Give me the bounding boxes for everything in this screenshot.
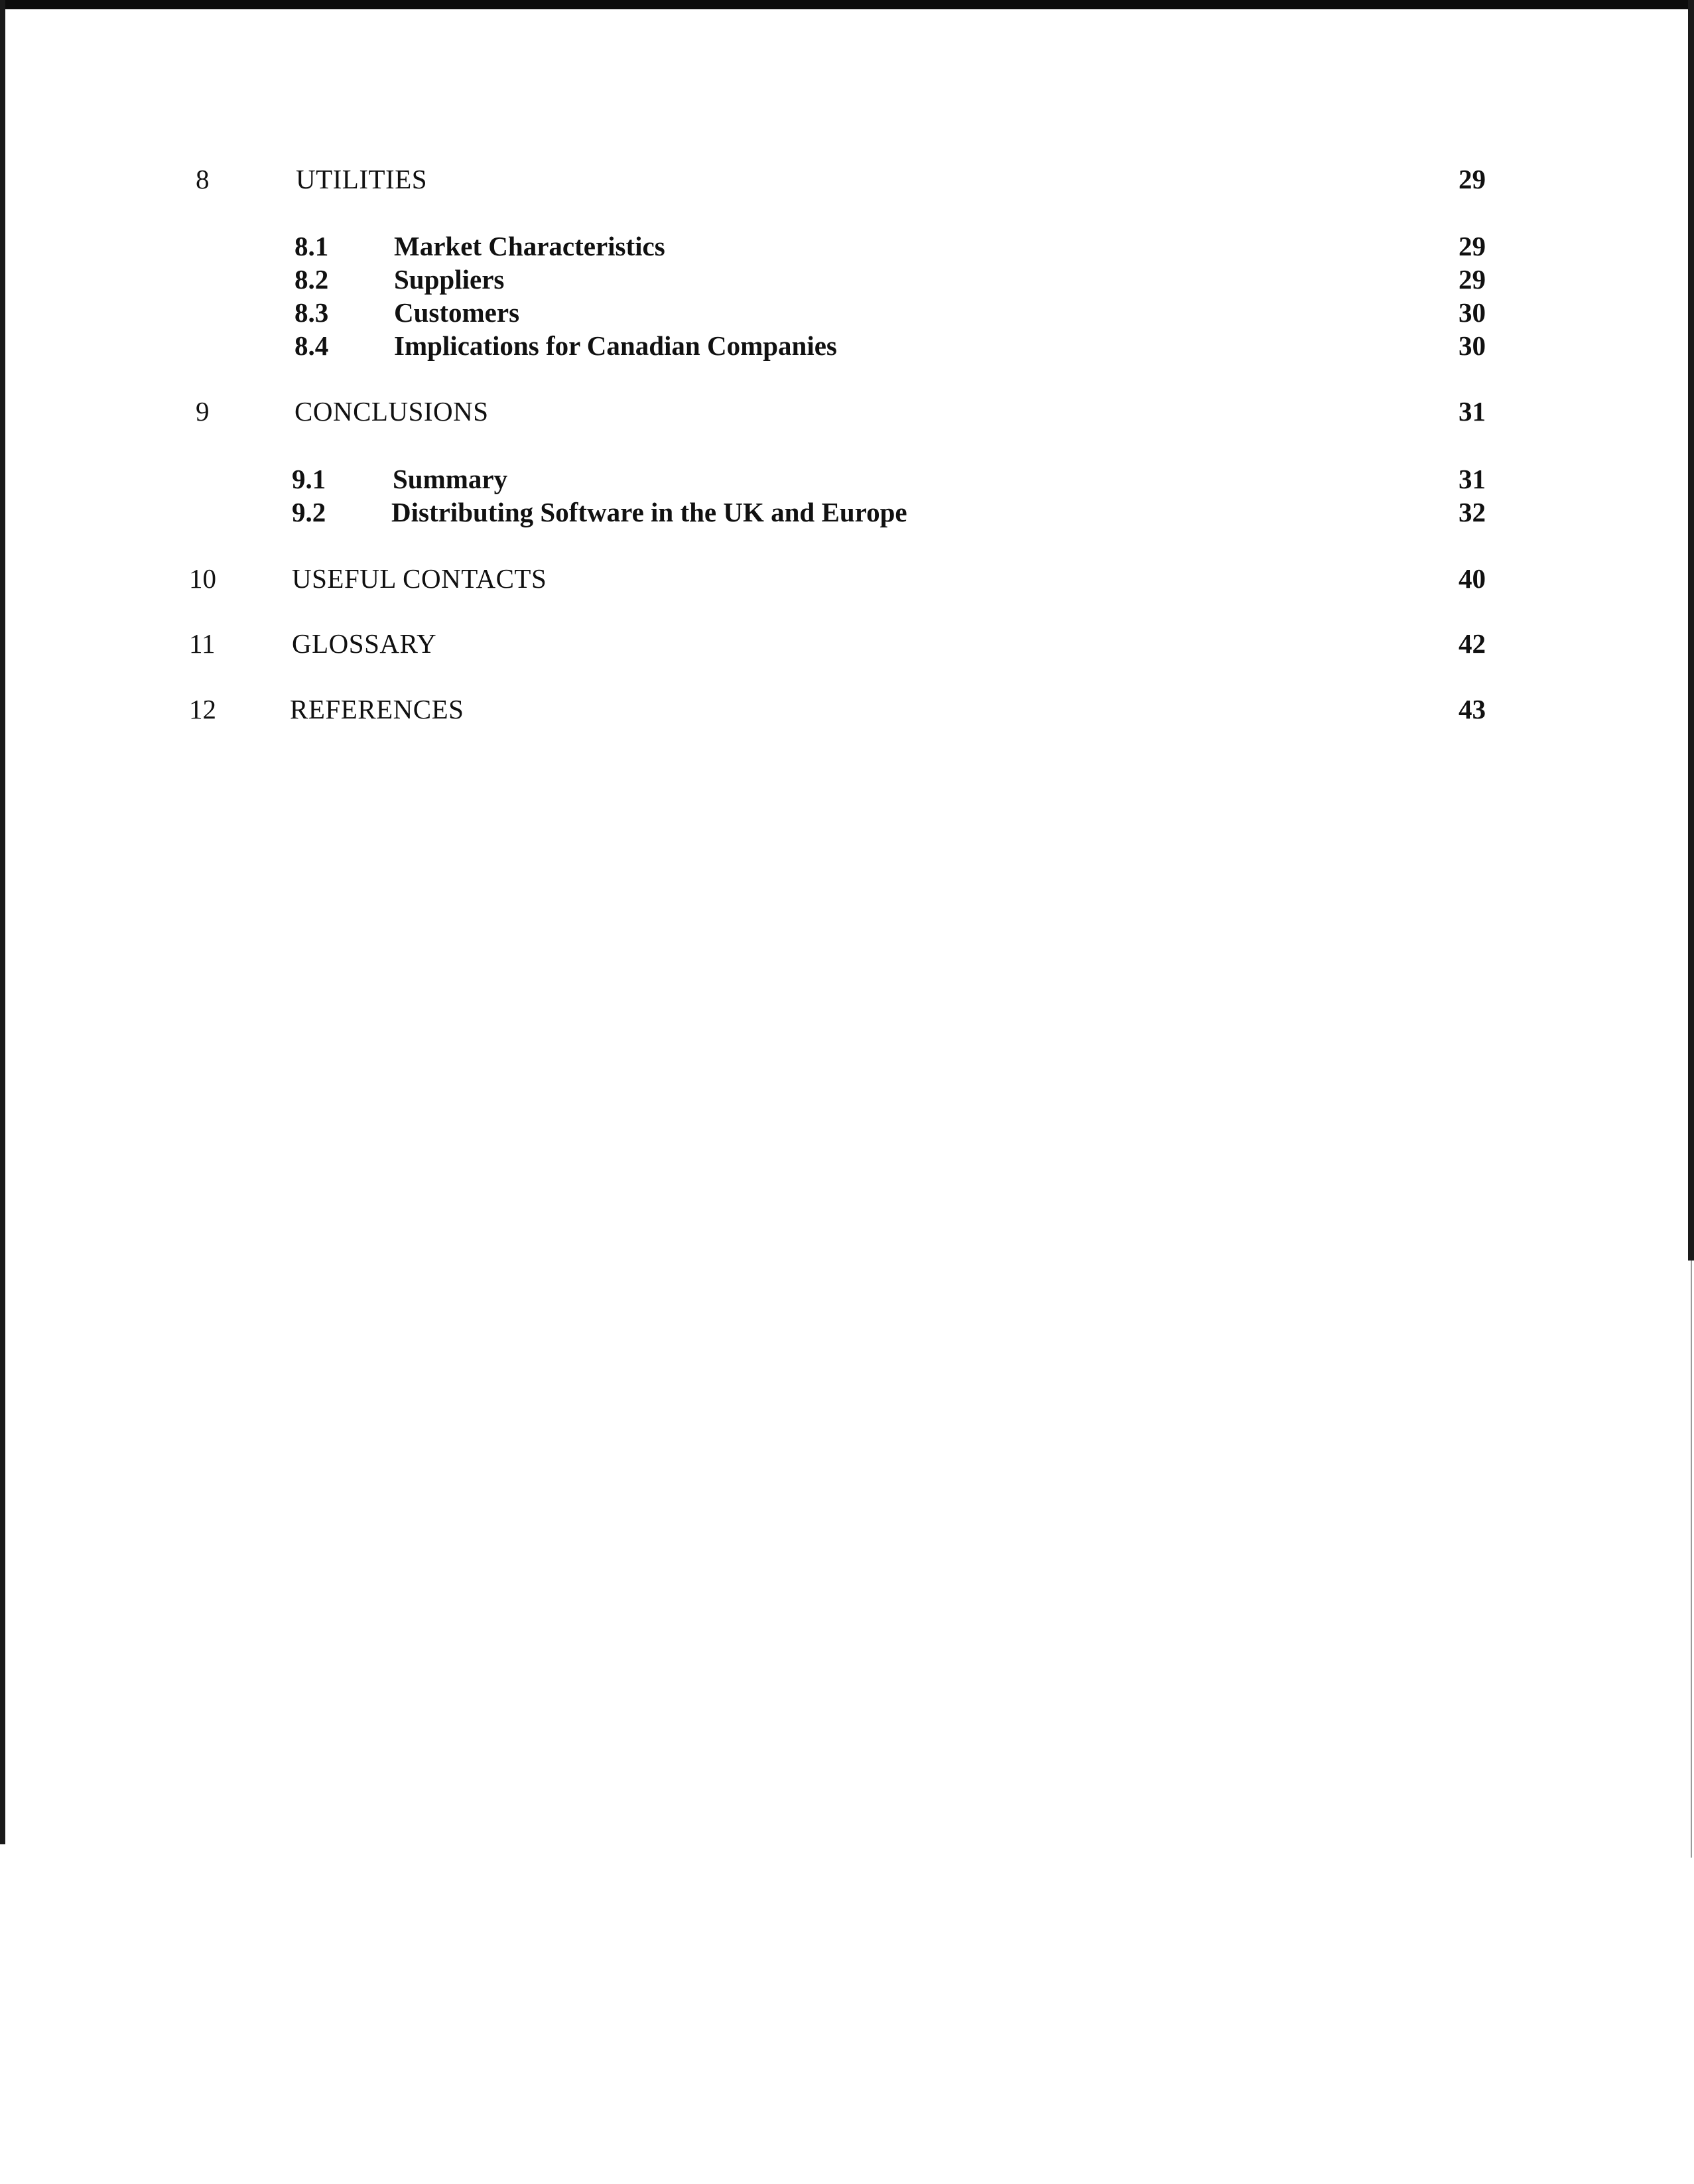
subsection-page: 30: [1459, 297, 1486, 328]
section-page: 31: [1459, 396, 1486, 427]
section-number: 11: [189, 628, 216, 659]
section-title: REFERENCES: [290, 694, 464, 724]
subsection-title: Implications for Canadian Companies: [394, 330, 837, 361]
subsection-page: 29: [1459, 231, 1486, 261]
subsection-number: 8.1: [294, 231, 329, 261]
scan-edge-left: [0, 0, 5, 1844]
section-title: CONCLUSIONS: [294, 396, 489, 427]
subsection-number: 9.2: [292, 497, 326, 527]
subsection-title: Market Characteristics: [394, 231, 665, 261]
subsection-page: 29: [1459, 264, 1486, 295]
subsection-title: Summary: [393, 464, 508, 494]
subsection-title: Distributing Software in the UK and Europe: [391, 497, 907, 527]
section-title: GLOSSARY: [292, 628, 437, 659]
scan-edge-right: [1688, 0, 1694, 1261]
subsection-number: 8.4: [294, 330, 329, 361]
subsection-number: 9.1: [292, 464, 326, 494]
section-page: 42: [1459, 628, 1486, 659]
section-title: USEFUL CONTACTS: [292, 563, 547, 594]
section-title: UTILITIES: [296, 164, 428, 194]
section-number: 12: [189, 694, 216, 724]
subsection-page: 31: [1459, 464, 1486, 494]
scan-edge-right-faint: [1691, 1261, 1692, 1858]
section-page: 43: [1459, 694, 1486, 724]
scan-edge-top: [0, 0, 1694, 9]
section-page: 40: [1459, 563, 1486, 594]
section-number: 10: [189, 563, 216, 594]
subsection-title: Suppliers: [394, 264, 505, 295]
subsection-number: 8.2: [294, 264, 329, 295]
section-page: 29: [1459, 164, 1486, 194]
section-number: 8: [196, 164, 210, 194]
subsection-page: 30: [1459, 330, 1486, 361]
section-number: 9: [196, 396, 210, 427]
subsection-number: 8.3: [294, 297, 329, 328]
subsection-page: 32: [1459, 497, 1486, 527]
subsection-title: Customers: [394, 297, 520, 328]
